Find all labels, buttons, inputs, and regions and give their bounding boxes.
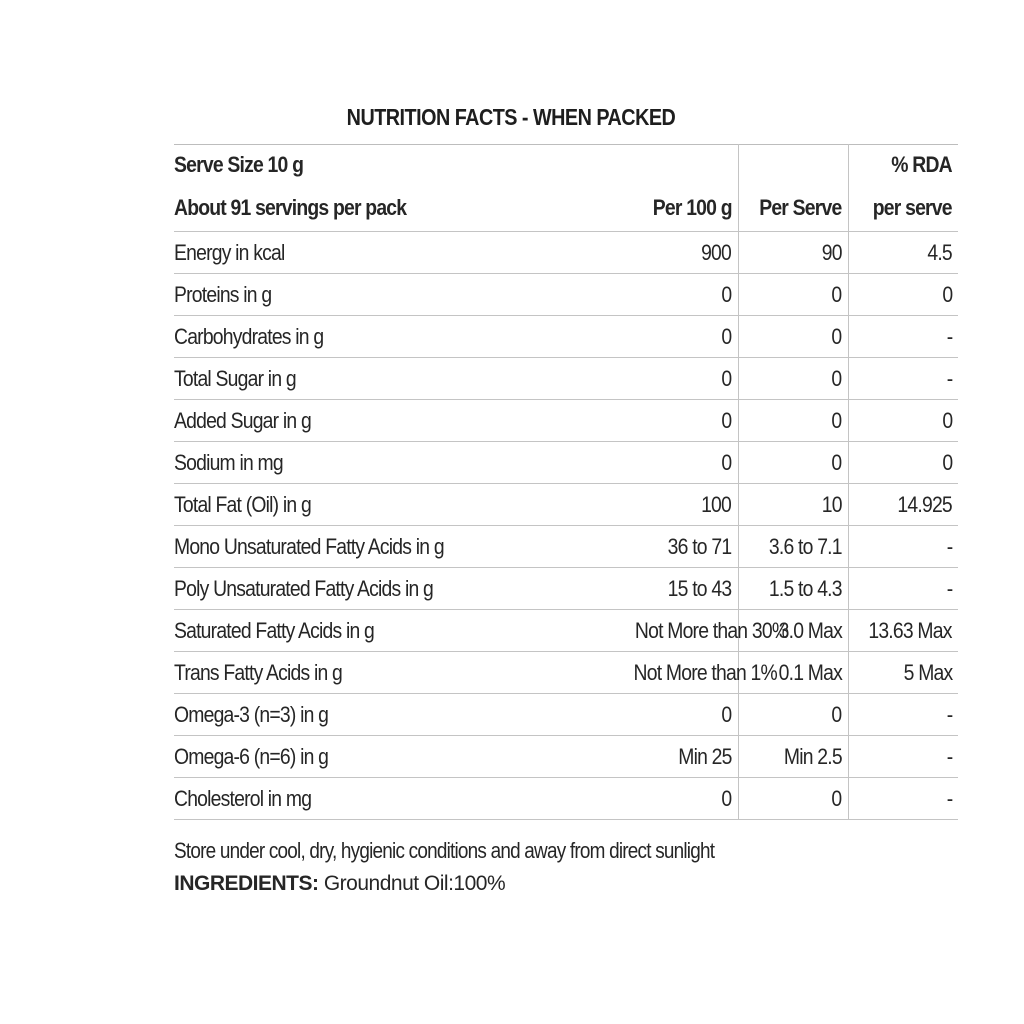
per100-value-cell [614, 568, 738, 610]
nutrient-row [174, 484, 958, 526]
perserve-value-cell [738, 568, 848, 610]
nutrition-title: NUTRITION FACTS - WHEN PACKED [346, 104, 676, 130]
rda-value-cell [848, 400, 958, 442]
rda-value: 0 [942, 407, 952, 433]
per100-value: 100 [701, 491, 732, 517]
nutrient-name: Poly Unsaturated Fatty Acids in g [174, 575, 434, 601]
footer [174, 838, 848, 896]
nutrient-name-cell [174, 400, 614, 442]
perserve-value: 0 [831, 701, 842, 727]
nutrient-name: Total Sugar in g [174, 365, 296, 391]
rda-value-cell [848, 568, 958, 610]
per100-value-cell [614, 274, 738, 316]
per100-value: 0 [721, 701, 732, 727]
perserve-value-cell [738, 232, 848, 274]
nutrient-name: Omega-6 (n=6) in g [174, 743, 329, 769]
perserve-header: Per Serve [759, 195, 842, 220]
nutrient-name-cell [174, 526, 614, 568]
perserve-value: 0 [831, 323, 842, 349]
nutrient-row [174, 652, 958, 694]
perserve-value: 1.5 to 4.3 [768, 575, 842, 601]
perserve-value-cell [738, 358, 848, 400]
per100-value: 0 [721, 449, 732, 475]
nutrient-name: Cholesterol in mg [174, 785, 312, 811]
nutrient-row [174, 316, 958, 358]
per100-value-cell [614, 694, 738, 736]
nutrient-row [174, 778, 958, 820]
perserve-value: 0 [831, 407, 842, 433]
nutrient-row [174, 400, 958, 442]
perserve-value-cell [738, 526, 848, 568]
nutrient-name-cell [174, 316, 614, 358]
perserve-value-cell [738, 778, 848, 820]
rda-value: 0 [942, 449, 952, 475]
serve-size-cell [174, 145, 614, 186]
rda-header-cell [848, 145, 958, 186]
rda-value-cell [848, 442, 958, 484]
rda-value: 4.5 [927, 239, 952, 265]
nutrient-name-cell [174, 274, 614, 316]
nutrient-name-cell [174, 358, 614, 400]
per100-value: Not More than 1% [633, 659, 777, 685]
rda-value: 5 Max [903, 659, 952, 685]
per100-value: 0 [721, 407, 732, 433]
serve-size-label: Serve Size 10 g [174, 152, 304, 177]
nutrient-name-cell [174, 484, 614, 526]
rda-value-cell [848, 526, 958, 568]
per100-value: 15 to 43 [667, 575, 732, 601]
nutrient-name-cell [174, 652, 614, 694]
rda-value: - [946, 323, 952, 349]
per100-value-cell [614, 316, 738, 358]
perserve-value-cell [738, 400, 848, 442]
rda-value-cell [848, 736, 958, 778]
per100-value-cell [614, 484, 738, 526]
per100-value: 900 [701, 239, 732, 265]
nutrient-name: Energy in kcal [174, 239, 285, 265]
ingredients-value: Groundnut Oil:100% [318, 872, 506, 895]
rda-header-line2: per serve [873, 195, 952, 220]
nutrient-name: Carbohydrates in g [174, 323, 324, 349]
perserve-value-cell [738, 694, 848, 736]
per100-value-cell [614, 736, 738, 778]
perserve-value: 3.6 to 7.1 [768, 533, 842, 559]
nutrient-name: Total Fat (Oil) in g [174, 491, 311, 517]
ingredients-line [174, 872, 848, 896]
nutrient-row [174, 358, 958, 400]
servings-label: About 91 servings per pack [174, 195, 407, 220]
perserve-header-cell [738, 185, 848, 232]
rda-value: - [946, 533, 952, 559]
per100-value-cell [614, 778, 738, 820]
rda-header-line1: % RDA [891, 152, 952, 177]
rda-value: - [946, 365, 952, 391]
nutrient-row [174, 232, 958, 274]
nutrient-name: Mono Unsaturated Fatty Acids in g [174, 533, 444, 559]
nutrient-row [174, 694, 958, 736]
per100-value-cell [614, 610, 789, 652]
header-empty-cell [614, 145, 738, 186]
perserve-value-cell [738, 274, 848, 316]
nutrition-panel [174, 100, 952, 896]
header-row-2 [174, 185, 958, 232]
nutrient-row [174, 274, 958, 316]
per100-value-cell [614, 232, 738, 274]
nutrient-row [174, 610, 958, 652]
rda-value: - [946, 575, 952, 601]
nutrient-name-cell [174, 232, 614, 274]
ingredients-label: INGREDIENTS: [174, 872, 319, 895]
nutrient-name: Added Sugar in g [174, 407, 311, 433]
rda-value-cell [848, 358, 958, 400]
nutrient-row [174, 568, 958, 610]
nutrient-name: Saturated Fatty Acids in g [174, 617, 375, 643]
perserve-value: Min 2.5 [783, 743, 842, 769]
nutrient-row [174, 442, 958, 484]
perserve-value: 0.1 Max [778, 659, 842, 685]
per100-value: 36 to 71 [667, 533, 732, 559]
rda-value-cell [848, 232, 958, 274]
per100-value: Not More than 30% [634, 617, 789, 643]
rda-value-cell [848, 778, 958, 820]
perserve-value: 0 [831, 365, 842, 391]
nutrient-name: Omega-3 (n=3) in g [174, 701, 329, 727]
per100-value: Min 25 [678, 743, 732, 769]
nutrient-name-cell [174, 442, 614, 484]
servings-cell [174, 185, 614, 232]
rda-value-cell [848, 484, 958, 526]
nutrient-name-cell [174, 610, 614, 652]
perserve-value: 3.0 Max [778, 617, 842, 643]
perserve-value: 0 [831, 281, 842, 307]
rda-value: 13.63 Max [868, 617, 952, 643]
per100-header-cell [614, 185, 738, 232]
rda-value: - [946, 701, 952, 727]
perserve-value-cell [738, 442, 848, 484]
perserve-value-cell [738, 316, 848, 358]
perserve-value-cell [738, 736, 848, 778]
per100-value-cell [614, 652, 777, 694]
per100-value-cell [614, 442, 738, 484]
nutrient-name-cell [174, 736, 614, 778]
per100-value: 0 [721, 785, 732, 811]
header-row-1 [174, 145, 958, 186]
perserve-value: 10 [821, 491, 842, 517]
header-empty-cell [738, 145, 848, 186]
nutrient-name-cell [174, 778, 614, 820]
per100-value-cell [614, 526, 738, 568]
per100-value-cell [614, 400, 738, 442]
perserve-value: 90 [821, 239, 842, 265]
perserve-value: 0 [831, 785, 842, 811]
rda-header-cell-2 [848, 185, 958, 232]
rda-value-cell [848, 610, 958, 652]
nutrient-name: Sodium in mg [174, 449, 283, 475]
perserve-value: 0 [831, 449, 842, 475]
per100-value-cell [614, 358, 738, 400]
per100-header: Per 100 g [652, 195, 732, 220]
nutrient-row [174, 526, 958, 568]
perserve-value-cell [738, 484, 848, 526]
rda-value: - [946, 785, 952, 811]
rda-value: 0 [942, 281, 952, 307]
per100-value: 0 [721, 323, 732, 349]
nutrient-name-cell [174, 694, 614, 736]
nutrient-row [174, 736, 958, 778]
per100-value: 0 [721, 281, 732, 307]
nutrient-name: Proteins in g [174, 281, 272, 307]
storage-instructions: Store under cool, dry, hygienic conditions and away from direct sunlight [174, 838, 715, 863]
rda-value: 14.925 [897, 491, 952, 517]
rda-value-cell [848, 274, 958, 316]
nutrition-table [174, 144, 958, 820]
rda-value-cell [848, 652, 958, 694]
rda-value-cell [848, 316, 958, 358]
nutrient-name: Trans Fatty Acids in g [174, 659, 343, 685]
rda-value: - [946, 743, 952, 769]
per100-value: 0 [721, 365, 732, 391]
nutrient-name-cell [174, 568, 614, 610]
rda-value-cell [848, 694, 958, 736]
